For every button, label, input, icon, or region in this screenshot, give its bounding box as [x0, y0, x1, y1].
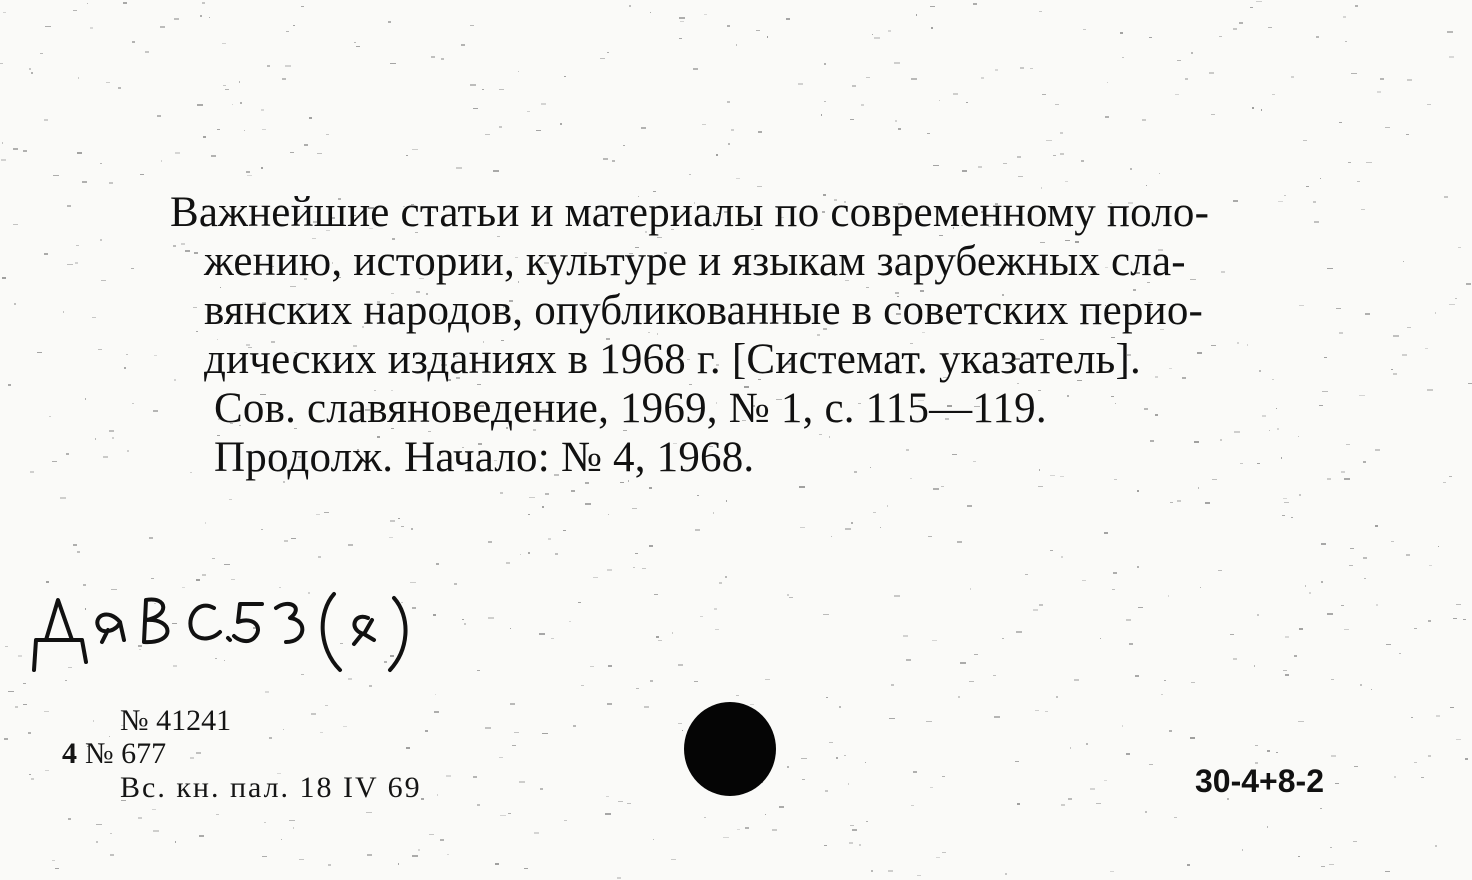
inventory-number: № 41241: [120, 704, 232, 737]
copy-line: [62, 738, 166, 770]
description-line-5: Сов. славяноведение, 1969, № 1, с. 115—119.: [214, 385, 1047, 432]
copy-count: 4: [62, 737, 77, 770]
card-code: 30-4+8-2: [1195, 763, 1324, 799]
description-line-1: Важнейшие статьи и материалы по современному поло-: [170, 189, 1210, 236]
copy-number: № 677: [85, 737, 167, 770]
description-line-6: Продолж. Начало: № 4, 1968.: [214, 434, 755, 481]
description-line-3: вянских народов, опубликованные в советских перио-: [204, 287, 1204, 334]
description-line-2: жению, истории, культуре и языкам зарубежных сла-: [204, 238, 1186, 285]
handwritten-shelf-mark: [28, 578, 428, 688]
description-line-4: дических изданиях в 1968 г. [Системат. указатель].: [204, 336, 1141, 383]
card-punch-hole: [684, 702, 776, 796]
receipt-note: Вс. кн. пал. 18 IV 69: [120, 771, 422, 804]
bibliographic-description: [170, 188, 1350, 482]
